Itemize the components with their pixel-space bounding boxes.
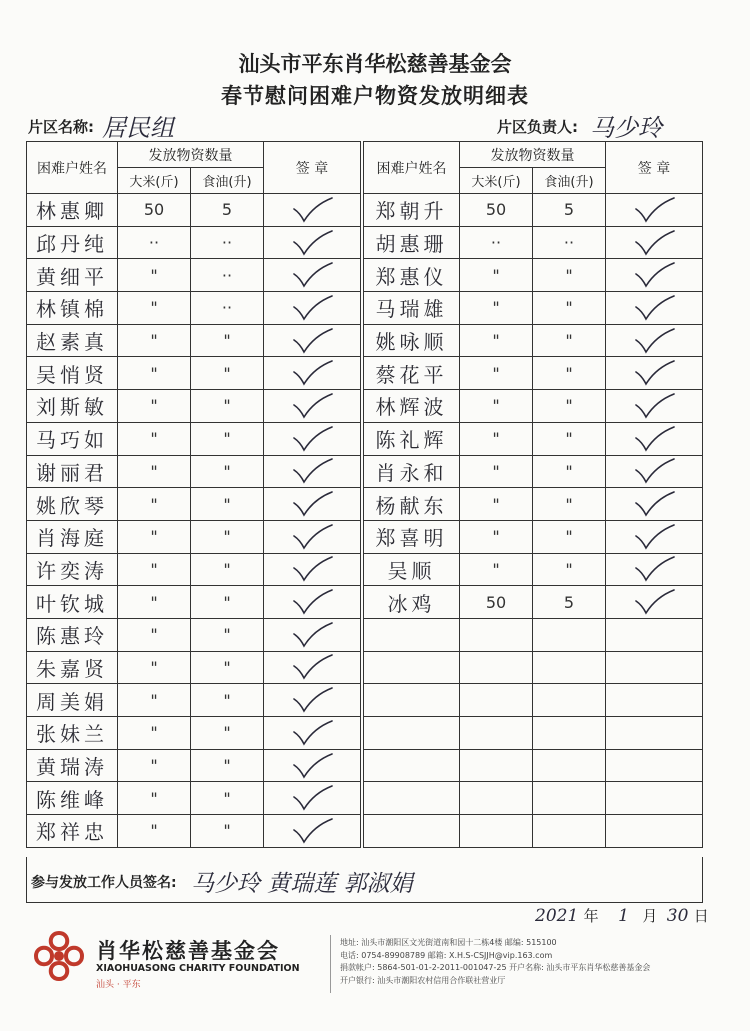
rice-quantity: "	[460, 422, 533, 455]
check-mark-icon	[290, 753, 334, 779]
oil-quantity: "	[191, 488, 264, 521]
signature-cell	[606, 292, 703, 325]
signature-cell	[606, 324, 703, 357]
oil-quantity: "	[191, 717, 264, 750]
rice-quantity: "	[460, 488, 533, 521]
check-mark-icon	[632, 197, 676, 223]
table-row	[27, 488, 361, 521]
signature-cell	[264, 651, 361, 684]
oil-quantity: 5	[191, 194, 264, 227]
recipient-name: 吴悄贤	[27, 357, 118, 390]
org-name-cn: 肖华松慈善基金会	[96, 939, 280, 963]
date-year-char: 年	[583, 907, 599, 925]
recipient-name: 林镇棉	[27, 292, 118, 325]
table-row	[364, 357, 703, 390]
oil-quantity: "	[191, 684, 264, 717]
rice-quantity: "	[460, 324, 533, 357]
table-row	[27, 390, 361, 423]
table-row	[27, 194, 361, 227]
check-mark-icon	[290, 458, 334, 484]
table-row	[27, 717, 361, 750]
header-signature: 签 章	[606, 142, 703, 194]
table-row	[27, 553, 361, 586]
left-distribution-table	[26, 141, 361, 848]
rice-quantity	[460, 782, 533, 815]
rice-quantity: "	[118, 684, 191, 717]
rice-quantity	[460, 717, 533, 750]
check-mark-icon	[290, 785, 334, 811]
table-row	[27, 782, 361, 815]
oil-quantity: "	[191, 324, 264, 357]
signature-cell	[264, 586, 361, 619]
recipient-name: 邱丹纯	[27, 226, 118, 259]
table-row	[364, 586, 703, 619]
check-mark-icon	[290, 491, 334, 517]
title-line-1: 汕头市平东肖华松慈善基金会	[238, 51, 512, 76]
signature-cell	[264, 357, 361, 390]
recipient-name: 冰鸡	[364, 586, 460, 619]
check-mark-icon	[290, 262, 334, 288]
oil-quantity: "	[191, 553, 264, 586]
oil-quantity: "	[191, 586, 264, 619]
table-row	[364, 520, 703, 553]
oil-quantity: "	[191, 651, 264, 684]
signature-cell	[264, 520, 361, 553]
recipient-name: 马瑞雄	[364, 292, 460, 325]
oil-quantity: "	[533, 259, 606, 292]
signature-cell	[264, 717, 361, 750]
rice-quantity: ··	[118, 226, 191, 259]
check-mark-icon	[290, 426, 334, 452]
table-row	[364, 488, 703, 521]
signature-cell	[606, 422, 703, 455]
rice-quantity: 50	[460, 194, 533, 227]
signature-cell	[606, 226, 703, 259]
check-mark-icon	[632, 458, 676, 484]
signature-cell	[264, 488, 361, 521]
recipient-name: 郑朝升	[364, 194, 460, 227]
recipient-name: 胡惠珊	[364, 226, 460, 259]
recipient-name	[364, 684, 460, 717]
recipient-name: 姚欣琴	[27, 488, 118, 521]
check-mark-icon	[290, 622, 334, 648]
recipient-name: 谢丽君	[27, 455, 118, 488]
signature-cell	[606, 357, 703, 390]
signature-cell	[264, 226, 361, 259]
recipient-name: 林惠卿	[27, 194, 118, 227]
foundation-logo-icon	[30, 927, 88, 985]
footer-divider	[330, 935, 331, 993]
signature-cell	[264, 749, 361, 782]
signature-cell	[264, 292, 361, 325]
recipient-name: 蔡花平	[364, 357, 460, 390]
oil-quantity: "	[191, 422, 264, 455]
table-row	[364, 455, 703, 488]
signature-cell	[264, 194, 361, 227]
footer-account: 捐款帐户: 5864-501-01-2-2011-001047-25 开户名称: 汕头市平东肖华松慈善基金会	[340, 963, 651, 972]
check-mark-icon	[632, 426, 676, 452]
oil-quantity	[533, 651, 606, 684]
signature-cell	[606, 520, 703, 553]
rice-quantity: "	[460, 520, 533, 553]
rice-quantity: "	[460, 390, 533, 423]
signature-cell	[264, 455, 361, 488]
check-mark-icon	[632, 524, 676, 550]
oil-quantity: "	[533, 553, 606, 586]
rice-quantity: "	[118, 651, 191, 684]
oil-quantity: "	[533, 390, 606, 423]
signature-cell	[606, 488, 703, 521]
check-mark-icon	[290, 687, 334, 713]
oil-quantity: ··	[533, 226, 606, 259]
rice-quantity: "	[118, 455, 191, 488]
date-year: 2021	[535, 906, 579, 926]
recipient-name: 刘斯敏	[27, 390, 118, 423]
check-mark-icon	[632, 491, 676, 517]
oil-quantity: "	[533, 292, 606, 325]
oil-quantity	[533, 749, 606, 782]
oil-quantity: "	[191, 455, 264, 488]
header-name: 困难户姓名	[27, 142, 118, 194]
check-mark-icon	[290, 328, 334, 354]
signature-cell	[606, 651, 703, 684]
date-line	[535, 905, 709, 926]
staff-signatures: 马少玲 黄瑞莲 郭淑娟	[191, 871, 413, 897]
signature-cell	[606, 194, 703, 227]
header-materials: 发放物资数量	[118, 142, 264, 168]
right-distribution-table	[363, 141, 703, 848]
table-row	[27, 684, 361, 717]
signature-cell	[606, 259, 703, 292]
table-row	[27, 455, 361, 488]
header-rice: 大米(斤)	[118, 168, 191, 194]
recipient-name	[364, 618, 460, 651]
rice-quantity: "	[460, 553, 533, 586]
signature-cell	[606, 749, 703, 782]
recipient-name: 朱嘉贤	[27, 651, 118, 684]
district-leader-label: 片区负责人:	[497, 118, 578, 136]
title-line-2: 春节慰问困难户物资发放明细表	[221, 83, 529, 108]
table-row	[27, 651, 361, 684]
check-mark-icon	[290, 393, 334, 419]
check-mark-icon	[632, 556, 676, 582]
oil-quantity: "	[533, 357, 606, 390]
rice-quantity: "	[118, 749, 191, 782]
oil-quantity: "	[191, 749, 264, 782]
rice-quantity: "	[460, 292, 533, 325]
check-mark-icon	[632, 589, 676, 615]
table-row	[27, 259, 361, 292]
recipient-name: 林辉波	[364, 390, 460, 423]
footer-contact	[340, 937, 700, 987]
oil-quantity: "	[191, 618, 264, 651]
table-row	[364, 226, 703, 259]
recipient-name: 吴顺	[364, 553, 460, 586]
table-row	[27, 749, 361, 782]
oil-quantity: "	[533, 324, 606, 357]
rice-quantity: 50	[460, 586, 533, 619]
rice-quantity	[460, 651, 533, 684]
table-row	[364, 717, 703, 750]
signature-cell	[264, 259, 361, 292]
date-month: 1	[618, 906, 629, 926]
recipient-name: 黄瑞涛	[27, 749, 118, 782]
table-row	[27, 815, 361, 848]
recipient-name	[364, 651, 460, 684]
rice-quantity	[460, 618, 533, 651]
recipient-name: 姚咏顺	[364, 324, 460, 357]
oil-quantity: "	[533, 422, 606, 455]
check-mark-icon	[632, 295, 676, 321]
oil-quantity: "	[191, 815, 264, 848]
check-mark-icon	[290, 556, 334, 582]
recipient-name: 马巧如	[27, 422, 118, 455]
signature-cell	[606, 684, 703, 717]
check-mark-icon	[290, 818, 334, 844]
rice-quantity: "	[118, 390, 191, 423]
recipient-name	[364, 782, 460, 815]
rice-quantity: "	[460, 455, 533, 488]
rice-quantity: "	[460, 357, 533, 390]
recipient-name: 肖永和	[364, 455, 460, 488]
district-name-label: 片区名称:	[28, 118, 94, 136]
oil-quantity: 5	[533, 586, 606, 619]
check-mark-icon	[632, 360, 676, 386]
date-day: 30	[666, 906, 689, 926]
recipient-name: 陈惠玲	[27, 618, 118, 651]
signature-cell	[264, 684, 361, 717]
staff-label: 参与发放工作人员签名:	[31, 875, 177, 891]
oil-quantity: ··	[191, 292, 264, 325]
rice-quantity: ··	[460, 226, 533, 259]
signature-cell	[606, 586, 703, 619]
rice-quantity: "	[118, 815, 191, 848]
table-row	[27, 226, 361, 259]
table-row	[364, 422, 703, 455]
table-row	[364, 651, 703, 684]
rice-quantity: "	[118, 520, 191, 553]
oil-quantity	[533, 684, 606, 717]
rice-quantity: "	[118, 553, 191, 586]
signature-cell	[606, 782, 703, 815]
table-row	[364, 194, 703, 227]
check-mark-icon	[290, 654, 334, 680]
rice-quantity: "	[118, 422, 191, 455]
table-row	[27, 422, 361, 455]
table-row	[27, 292, 361, 325]
recipient-name: 郑喜明	[364, 520, 460, 553]
recipient-name: 陈维峰	[27, 782, 118, 815]
table-row	[27, 586, 361, 619]
recipient-name: 周美娟	[27, 684, 118, 717]
signature-cell	[264, 422, 361, 455]
recipient-name: 杨献东	[364, 488, 460, 521]
rice-quantity	[460, 749, 533, 782]
check-mark-icon	[290, 295, 334, 321]
table-row	[27, 324, 361, 357]
rice-quantity: "	[118, 259, 191, 292]
recipient-name: 郑惠仪	[364, 259, 460, 292]
recipient-name: 肖海庭	[27, 520, 118, 553]
header-oil: 食油(升)	[533, 168, 606, 194]
oil-quantity: ··	[191, 226, 264, 259]
rice-quantity: "	[118, 324, 191, 357]
recipient-name	[364, 717, 460, 750]
rice-quantity: "	[118, 292, 191, 325]
oil-quantity	[533, 618, 606, 651]
rice-quantity	[460, 684, 533, 717]
oil-quantity: "	[533, 455, 606, 488]
signature-cell	[606, 390, 703, 423]
table-row	[364, 259, 703, 292]
district-name-value: 居民组	[102, 114, 174, 142]
table-row	[364, 618, 703, 651]
signature-cell	[606, 815, 703, 848]
table-row	[364, 324, 703, 357]
check-mark-icon	[290, 589, 334, 615]
signature-cell	[264, 390, 361, 423]
table-row	[364, 390, 703, 423]
rice-quantity: "	[118, 618, 191, 651]
oil-quantity	[533, 782, 606, 815]
district-leader-value: 马少玲	[590, 114, 662, 142]
table-row	[364, 553, 703, 586]
table-row	[27, 618, 361, 651]
org-name-en: XIAOHUASONG CHARITY FOUNDATION	[96, 963, 300, 974]
check-mark-icon	[290, 197, 334, 223]
oil-quantity	[533, 815, 606, 848]
header-rice: 大米(斤)	[460, 168, 533, 194]
header-materials: 发放物资数量	[460, 142, 606, 168]
footer-address: 地址: 汕头市潮阳区文光街道南和园十二栋4楼 邮编: 515100	[340, 938, 557, 947]
header-name: 困难户姓名	[364, 142, 460, 194]
recipient-name: 叶钦城	[27, 586, 118, 619]
recipient-name: 许奕涛	[27, 553, 118, 586]
oil-quantity: 5	[533, 194, 606, 227]
oil-quantity	[533, 717, 606, 750]
oil-quantity: "	[533, 520, 606, 553]
recipient-name: 赵素真	[27, 324, 118, 357]
staff-signature-box	[26, 857, 703, 903]
header-oil: 食油(升)	[191, 168, 264, 194]
check-mark-icon	[290, 360, 334, 386]
table-row	[364, 815, 703, 848]
rice-quantity: "	[118, 488, 191, 521]
signature-cell	[264, 618, 361, 651]
recipient-name: 黄细平	[27, 259, 118, 292]
check-mark-icon	[632, 328, 676, 354]
table-row	[364, 292, 703, 325]
footer-bank: 开户银行: 汕头市潮阳农村信用合作联社营业厅	[340, 975, 506, 985]
oil-quantity: "	[191, 390, 264, 423]
table-row	[27, 357, 361, 390]
recipient-name: 张妹兰	[27, 717, 118, 750]
table-row	[27, 520, 361, 553]
signature-cell	[606, 553, 703, 586]
signature-cell	[264, 324, 361, 357]
footer-phone: 电话: 0754-89908789 邮箱: X.H.S-CSJJH@vip.163.com	[340, 950, 553, 960]
oil-quantity: "	[191, 782, 264, 815]
rice-quantity: "	[118, 782, 191, 815]
header-signature: 签 章	[264, 142, 361, 194]
rice-quantity: 50	[118, 194, 191, 227]
oil-quantity: "	[533, 488, 606, 521]
recipient-name: 郑祥忠	[27, 815, 118, 848]
check-mark-icon	[632, 262, 676, 288]
signature-cell	[606, 455, 703, 488]
recipient-name	[364, 749, 460, 782]
signature-cell	[264, 815, 361, 848]
check-mark-icon	[632, 393, 676, 419]
oil-quantity: ··	[191, 259, 264, 292]
recipient-name	[364, 815, 460, 848]
rice-quantity: "	[118, 357, 191, 390]
date-month-char: 月	[642, 907, 658, 925]
check-mark-icon	[290, 720, 334, 746]
rice-quantity: "	[118, 717, 191, 750]
signature-cell	[264, 553, 361, 586]
table-row	[364, 749, 703, 782]
oil-quantity: "	[191, 357, 264, 390]
signature-cell	[606, 618, 703, 651]
oil-quantity: "	[191, 520, 264, 553]
date-day-char: 日	[693, 907, 709, 925]
rice-quantity: "	[460, 259, 533, 292]
rice-quantity: "	[118, 586, 191, 619]
signature-cell	[606, 717, 703, 750]
check-mark-icon	[290, 230, 334, 256]
recipient-name: 陈礼辉	[364, 422, 460, 455]
rice-quantity	[460, 815, 533, 848]
table-row	[364, 684, 703, 717]
signature-cell	[264, 782, 361, 815]
check-mark-icon	[632, 230, 676, 256]
check-mark-icon	[290, 524, 334, 550]
org-location: 汕头 · 平东	[96, 980, 141, 990]
table-row	[364, 782, 703, 815]
